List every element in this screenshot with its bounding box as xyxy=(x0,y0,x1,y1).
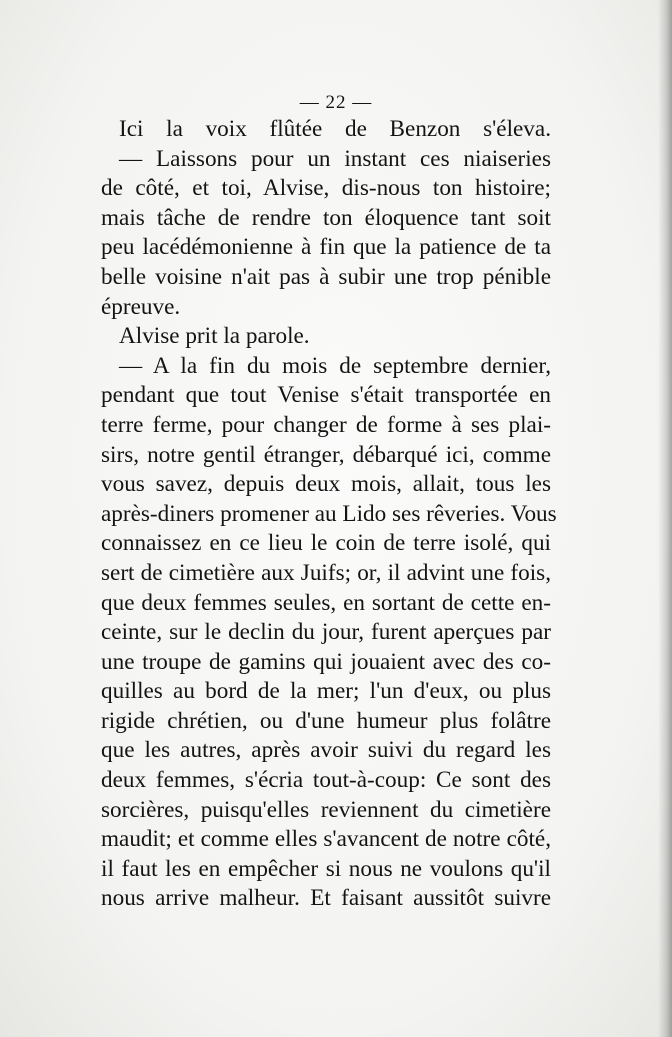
text-line: — Laissons pour un instant ces niaiseries xyxy=(119,145,551,172)
text-line: peu lacédémonienne à fin que la patience de ta xyxy=(101,234,551,261)
page-number: — 22 — xyxy=(299,92,373,113)
text-line: rigide chrétien, ou d'une humeur plus folâtre xyxy=(101,707,551,734)
text-line: ceinte, sur le declin du jour, furent aperçues par xyxy=(101,619,551,646)
text-line: sorcières, puisqu'elles reviennent du cimetière xyxy=(101,796,551,823)
text-line: sert de cimetière aux Juifs; or, il advint une fois, xyxy=(101,559,551,586)
text-line: Alvise prit la parole. xyxy=(119,323,310,350)
text-line: deux femmes, s'écria tout-à-coup: Ce sont des xyxy=(101,767,551,794)
text-line: épreuve. xyxy=(101,293,181,320)
text-line: quilles au bord de la mer; l'un d'eux, ou plus xyxy=(101,678,551,705)
text-line: vous savez, depuis deux mois, allait, tous les xyxy=(101,471,551,498)
text-line: que deux femmes seules, en sortant de cette en- xyxy=(101,589,551,616)
text-line: mais tâche de rendre ton éloquence tant soit xyxy=(101,204,551,231)
text-line: après-diners promener au Lido ses rêveries. Vous xyxy=(101,500,557,527)
page-edge-shadow xyxy=(658,0,672,1037)
text-line: connaissez en ce lieu le coin de terre isolé, qui xyxy=(101,530,551,557)
text-line: terre ferme, pour changer de forme à ses plai- xyxy=(101,411,551,438)
text-line: Ici la voix flûtée de Benzon s'éleva. xyxy=(119,116,551,142)
text-line: de côté, et toi, Alvise, dis-nous ton histoire; xyxy=(101,175,551,202)
text-line: — A la fin du mois de septembre dernier, xyxy=(119,352,551,379)
text-line: que les autres, après avoir suivi du regard les xyxy=(101,737,551,764)
text-line: belle voisine n'ait pas à subir une trop pénible xyxy=(101,263,551,290)
text-line: il faut les en empêcher si nous ne voulons qu'il xyxy=(101,855,551,882)
body-text xyxy=(101,115,557,914)
text-line: sirs, notre gentil étranger, débarqué ici, comme xyxy=(101,441,551,468)
text-line: une troupe de gamins qui jouaient avec des co- xyxy=(101,648,551,675)
text-line: maudit; et comme elles s'avancent de notre côté, xyxy=(101,826,551,853)
text-line: nous arrive malheur. Et faisant aussitôt suivre xyxy=(101,885,551,912)
text-line: pendant que tout Venise s'était transportée en xyxy=(101,382,551,409)
